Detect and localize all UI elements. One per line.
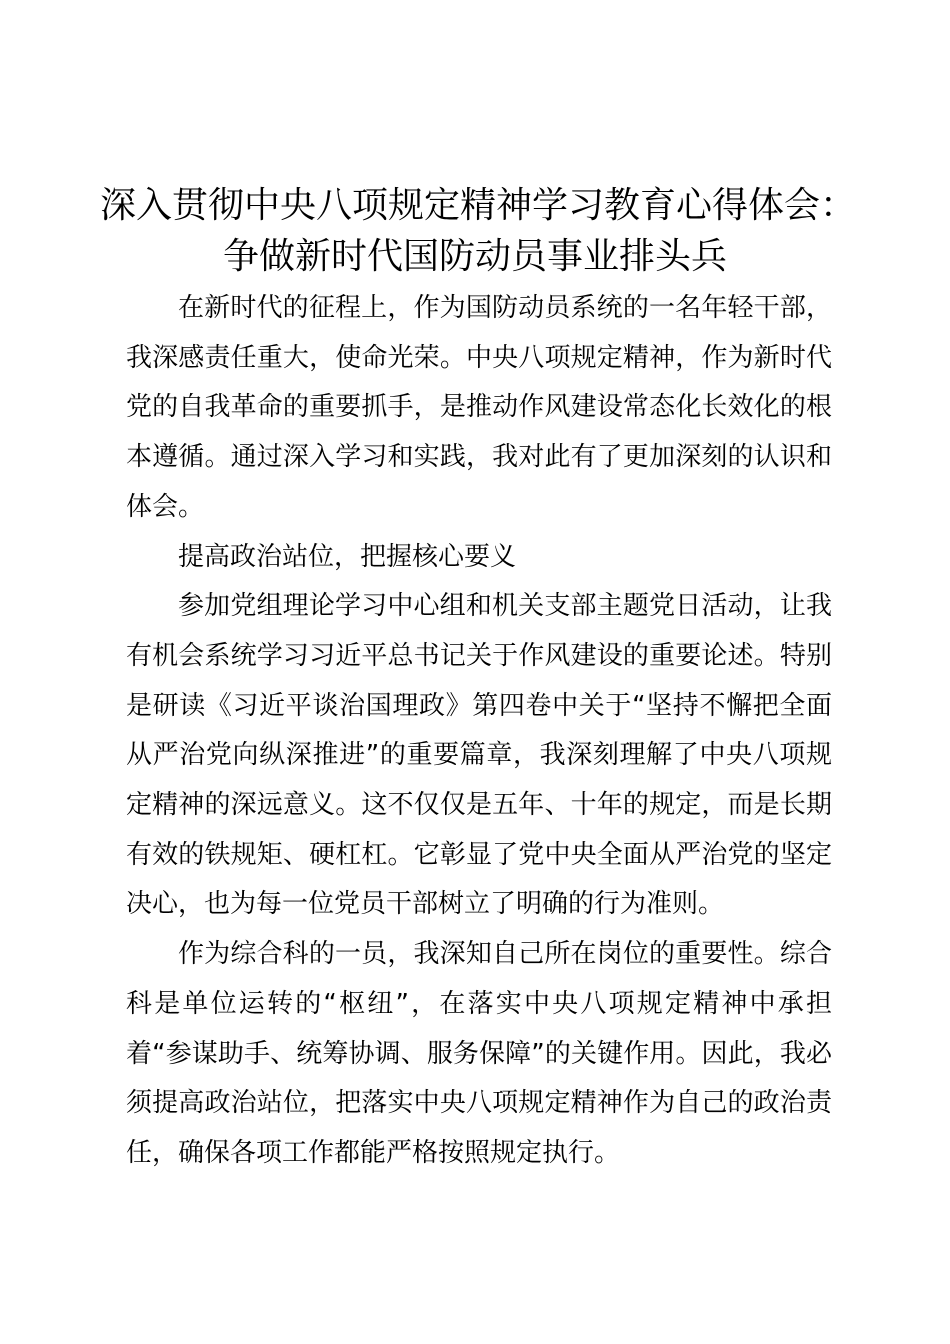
section-heading: 提高政治站位，把握核心要义 <box>178 541 517 572</box>
document-title-line-2: 争做新时代国防动员事业排头兵 <box>222 236 727 277</box>
paragraph-study: 参加党组理论学习中心组和机关支部主题党日活动，让我有机会系统学习习近平总书记关于作风建设的重要论述。特别是研读《习近平谈治国理政》第四卷中关于“坚持不懈把全面从严治党向纵深推进”的重要篇章，我深刻理解了中央八项规定精神的深远意义。这不仅仅是五年、十年的规定，而是长期有效的铁规矩、硬杠杠。它彰显了党中央全面从严治党的坚定决心，也为每一位党员干部树立了明确的行为准则。 <box>126 591 832 920</box>
paragraph-role: 作为综合科的一员，我深知自己所在岗位的重要性。综合科是单位运转的“枢纽”，在落实中央八项规定精神中承担着“参谋助手、统筹协调、服务保障”的关键作用。因此，我必须提高政治站位，把落实中央八项规定精神作为自己的政治责任，确保各项工作都能严格按照规定执行。 <box>126 939 832 1168</box>
paragraph-intro: 在新时代的征程上，作为国防动员系统的一名年轻干部，我深感责任重大，使命光荣。中央八项规定精神，作为新时代党的自我革命的重要抓手，是推动作风建设常态化长效化的根本遵循。通过深入学习和实践，我对此有了更加深刻的认识和体会。 <box>126 293 832 522</box>
document-title-line-1: 深入贯彻中央八项规定精神学习教育心得体会： <box>100 185 857 226</box>
document-body <box>126 284 832 1179</box>
